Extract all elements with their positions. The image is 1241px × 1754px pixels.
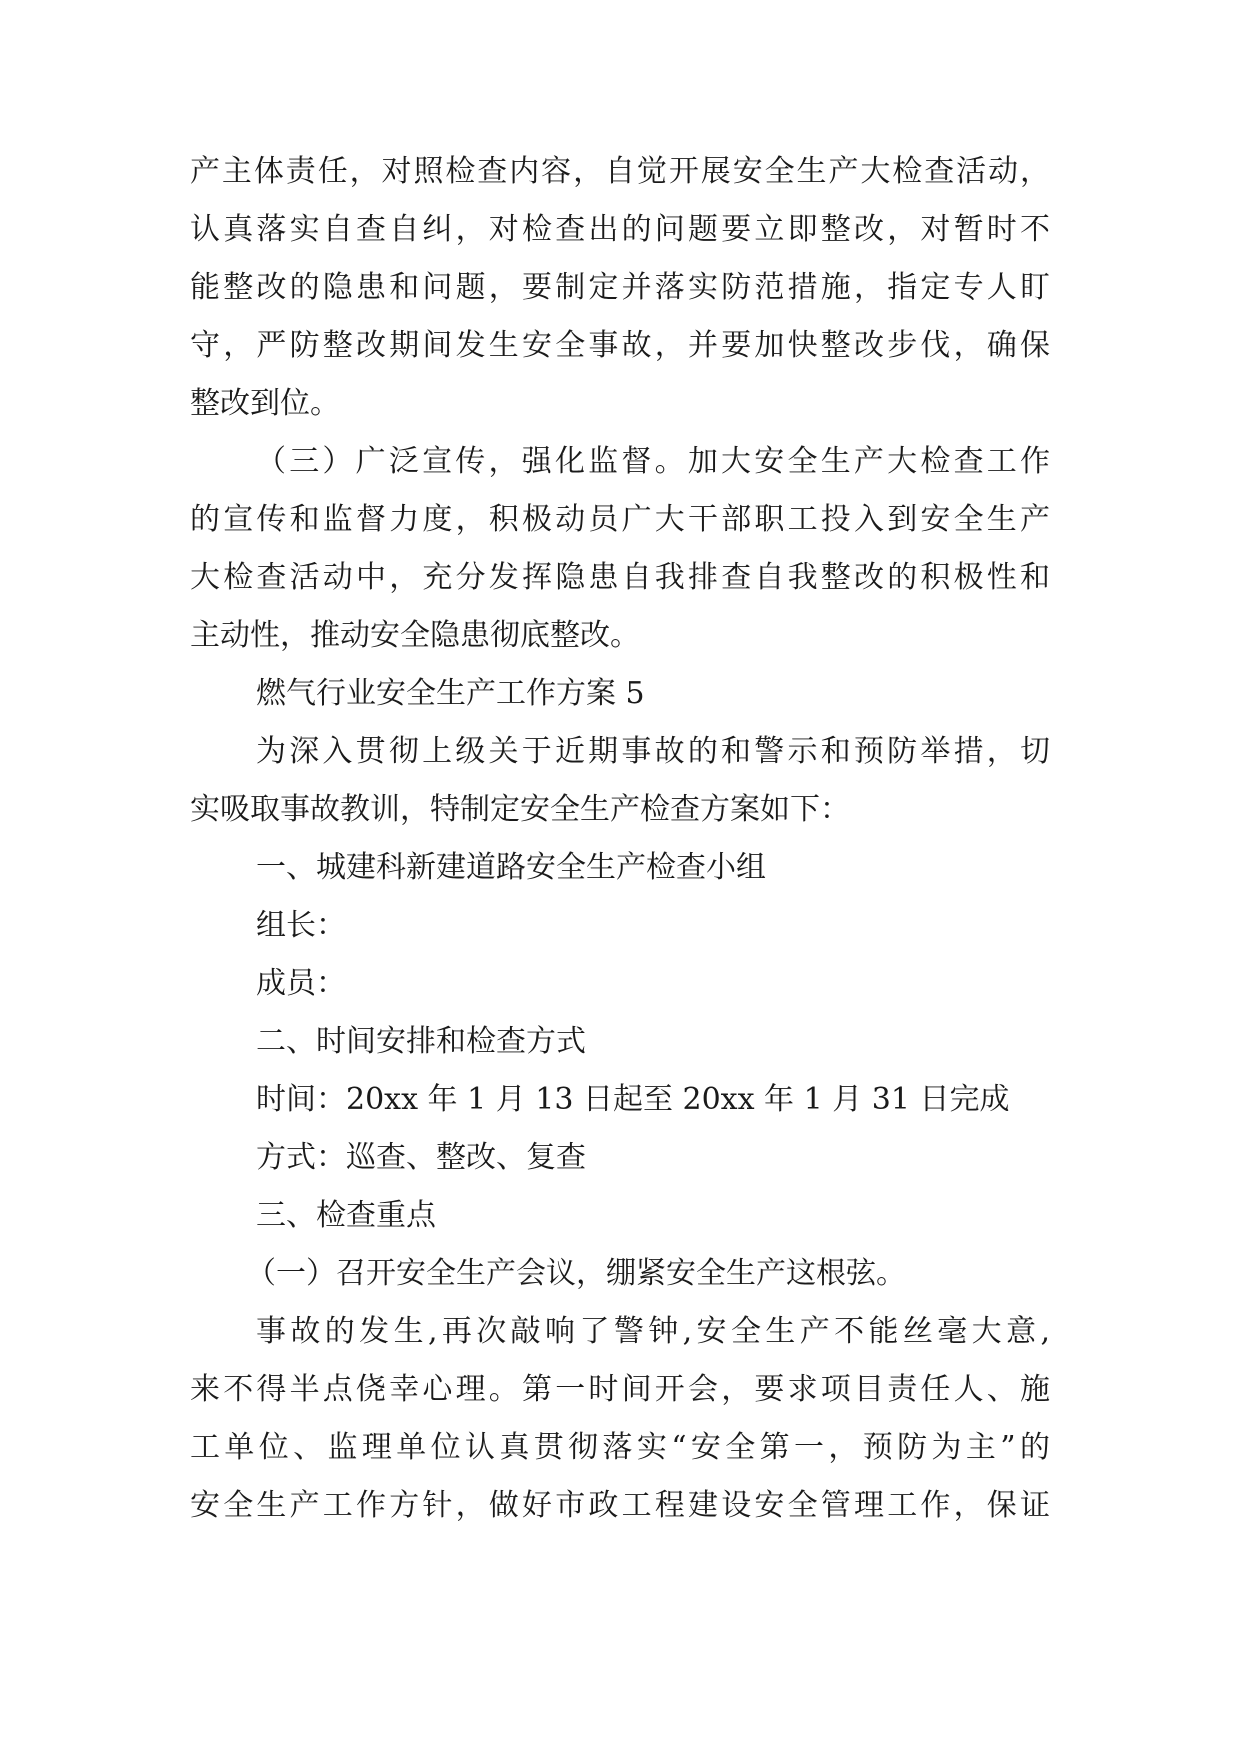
- section-heading-line: 一、城建科新建道路安全生产检查小组: [256, 850, 766, 885]
- body-text-line: 工单位、监理单位认真贯彻落实“安全第一，预防为主”的: [190, 1430, 1050, 1465]
- body-text-line: 的宣传和监督力度，积极动员广大干部职工投入到安全生产: [190, 502, 1050, 537]
- body-text-line: 安全生产工作方针，做好市政工程建设安全管理工作，保证: [190, 1488, 1050, 1523]
- section-heading-line: 二、时间安排和检查方式: [256, 1024, 586, 1059]
- body-text-line: 产主体责任，对照检查内容，自觉开展安全生产大检查活动，: [190, 154, 1050, 189]
- body-text-line: 实吸取事故教训，特制定安全生产检查方案如下：: [190, 792, 850, 827]
- document-title: 燃气行业安全生产工作方案 5: [256, 676, 645, 711]
- body-text-line: 时间：20xx 年 1 月 13 日起至 20xx 年 1 月 31 日完成: [256, 1082, 1010, 1117]
- section-heading-line: 三、检查重点: [256, 1198, 436, 1233]
- body-text-line: 事故的发生,再次敲响了警钟,安全生产不能丝毫大意,: [256, 1314, 1050, 1349]
- section-heading-line: （三）广泛宣传，强化监督。加大安全生产大检查工作: [256, 444, 1050, 479]
- body-text-line: 方式：巡查、整改、复查: [256, 1140, 586, 1175]
- body-text-line: 整改到位。: [190, 386, 340, 421]
- body-text-line: 大检查活动中，充分发挥隐患自我排查自我整改的积极性和: [190, 560, 1050, 595]
- body-text-line: 能整改的隐患和问题，要制定并落实防范措施，指定专人盯: [190, 270, 1050, 305]
- body-text-line: 来不得半点侥幸心理。第一时间开会，要求项目责任人、施: [190, 1372, 1050, 1407]
- body-text-line: 主动性，推动安全隐患彻底整改。: [190, 618, 640, 653]
- body-text-line: 为深入贯彻上级关于近期事故的和警示和预防举措，切: [256, 734, 1050, 769]
- body-text-line: 成员：: [256, 966, 346, 1001]
- body-text-line: 守，严防整改期间发生安全事故，并要加快整改步伐，确保: [190, 328, 1050, 363]
- section-heading-line: （一）召开安全生产会议，绷紧安全生产这根弦。: [246, 1256, 906, 1291]
- body-text-line: 组长：: [256, 908, 346, 943]
- body-text-line: 认真落实自查自纠，对检查出的问题要立即整改，对暂时不: [190, 212, 1050, 247]
